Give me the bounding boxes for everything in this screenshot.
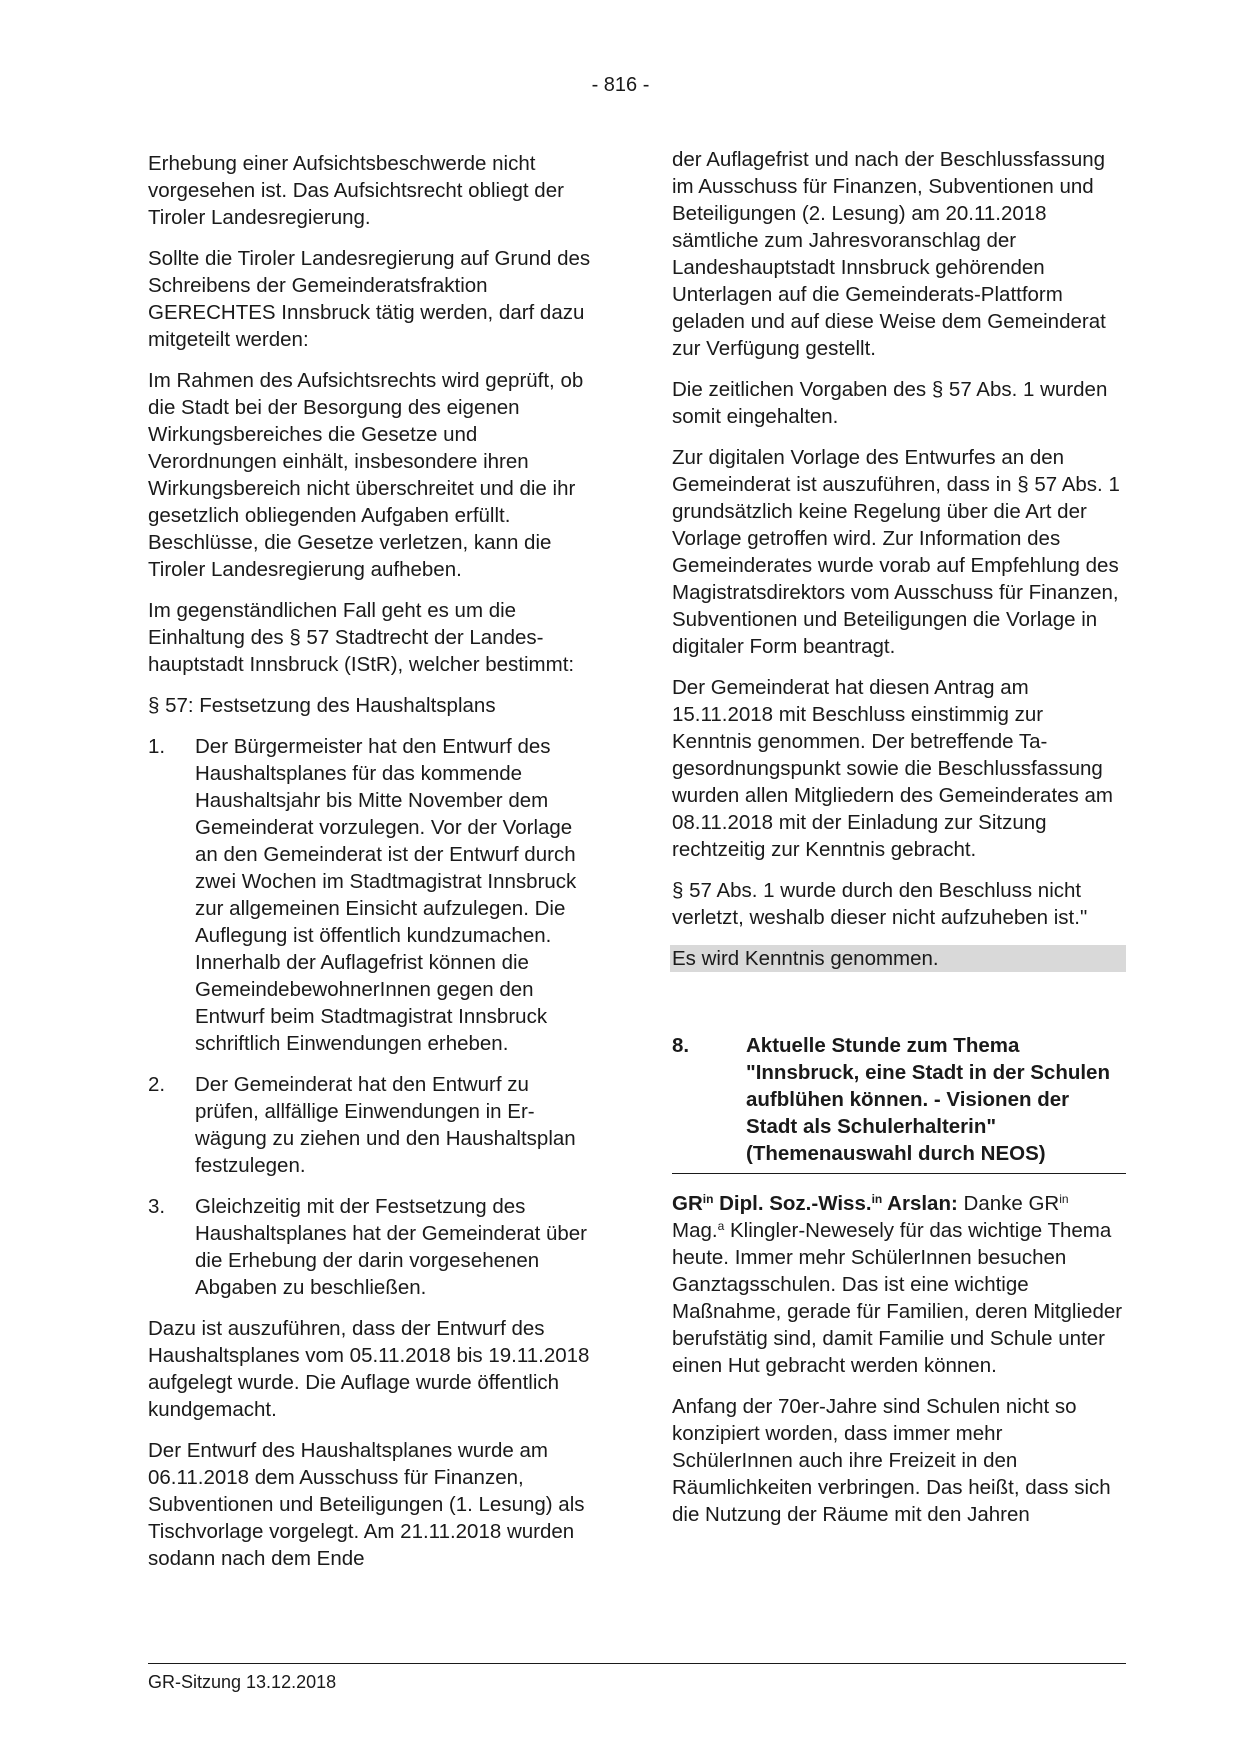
speech-text: Danke GR (957, 1192, 1060, 1215)
speech-text: Klingler-Newesely für das wichtige Thema heute. Immer mehr SchülerInnen besuchen Ganztagsschulen. Das ist eine wichtige Maßnahme, gerade für Familien, deren Mitglieder berufstätig sind, damit Familie und Schule unter einen Hut gebracht werden können. (672, 1219, 1123, 1377)
list-item (148, 1071, 598, 1179)
list-text: Gleichzeitig mit der Festsetzung des Haushaltsplanes hat der Gemeinderat über die Erhebung der darin vorgesehenen Abgaben zu beschließen. (195, 1195, 588, 1299)
superscript: a (717, 1219, 725, 1233)
agenda-number: 8. (672, 1034, 690, 1057)
list-text: Der Gemeinderat hat den Entwurf zu prüfen, allfällige Einwendungen in Erwägung zu ziehen und den Haushaltsplan festzulegen. (195, 1073, 576, 1177)
list-text: Der Bürgermeister hat den Entwurf des Haushaltsplanes für das kommende Haushaltsjahr bis Mitte November dem Gemeinderat vorzulegen. Vor der Vorlage an den Gemeinderat ist der Entwurf durch zwei Wochen im Stadtmagistrat Innsbruck zur allgemeinen Einsicht aufzulegen. Die Auflegung ist öffentlich kundzumachen. Innerhalb der Auflagefrist können die GemeindebewohnerInnen gegen den Entwurf beim Stadtmagistrat Innsbruck schriftlich Einwendungen erheben. (195, 735, 577, 1055)
list-item (148, 733, 598, 1057)
list-number: 3. (148, 1195, 166, 1218)
paragraph: Die zeitlichen Vorgaben des § 57 Abs. 1 wurden somit eingehalten. (672, 378, 1108, 428)
paragraph: § 57 Abs. 1 wurde durch den Beschluss nicht verletzt, weshalb dieser nicht aufzuheben ist." (672, 879, 1088, 929)
speech-paragraph (672, 1190, 1126, 1379)
numbered-list (148, 733, 598, 1301)
paragraph: Zur digitalen Vorlage des Entwurfes an den Gemeinderat ist auszuführen, dass in § 57 Abs. 1 grundsätzlich keine Regelung über die Art der Vorlage getroffen wird. Zur Information des Gemeinderates wurde vorab auf Empfehlung des Magistratsdirektors vom Ausschuss für Finanzen, Subventionen und Beteiligungen die Vorlage in digitaler Form beantragt. (672, 446, 1120, 658)
list-number: 2. (148, 1073, 166, 1096)
paragraph: Der Entwurf des Haushaltsplanes wurde am 06.11.2018 dem Ausschuss für Finanzen, Subventionen und Beteiligungen (1. Lesung) als Tischvorlage vorgelegt. Am 21.11.2018 wurden sodann nach dem Ende (148, 1439, 585, 1570)
paragraph: Erhebung einer Aufsichtsbeschwerde nicht vorgesehen ist. Das Aufsichtsrecht obliegt der Tiroler Landesregierung. (148, 152, 564, 229)
agenda-title: Aktuelle Stunde zum Thema "Innsbruck, eine Stadt in der Schulen aufblühen können. - Visionen der Stadt als Schulerhalterin" (Themenauswahl durch NEOS) (746, 1034, 1110, 1165)
list-item (148, 1193, 598, 1301)
list-number: 1. (148, 735, 166, 758)
paragraph: Im Rahmen des Aufsichtsrechts wird geprüft, ob die Stadt bei der Besorgung des eigenen Wirkungsbereiches die Gesetze und Verordnungen einhält, insbesondere ihren Wirkungsbereich nicht überschreitet und die ihr gesetzlich obliegenden Aufgaben erfüllt. Beschlüsse, die Gesetze verletzen, kann die Tiroler Landesregierung aufheben. (148, 369, 584, 581)
speaker-title: Dipl. Soz.-Wiss. (713, 1192, 872, 1215)
paragraph: Anfang der 70er-Jahre sind Schulen nicht so konzipiert worden, dass immer mehr SchülerInnen auch ihre Freizeit in den Räumlichkeiten verbringen. Das heißt, dass sich die Nutzung der Räume mit den Jahren (672, 1395, 1111, 1526)
paragraph: Sollte die Tiroler Landesregierung auf Grund des Schreibens der Gemeinderatsfraktion GERECHTES Innsbruck tätig werden, darf dazu mitgeteilt werden: (148, 247, 591, 351)
footer: GR-Sitzung 13.12.2018 (148, 1672, 337, 1692)
superscript: in (1059, 1192, 1069, 1206)
speaker-role: GR (672, 1192, 703, 1215)
superscript: in (702, 1192, 714, 1206)
result-note: Es wird Kenntnis genommen. (670, 945, 1126, 972)
superscript: in (871, 1192, 883, 1206)
section-title: § 57: Festsetzung des Haushaltsplans (148, 694, 496, 717)
speaker-name: Arslan: (882, 1192, 958, 1215)
footer-divider (148, 1663, 1126, 1664)
agenda-heading (672, 1032, 1126, 1174)
paragraph: Dazu ist auszuführen, dass der Entwurf des Haushaltsplanes vom 05.11.2018 bis 19.11.2018 aufgelegt wurde. Die Auflage wurde öffentlich kundgemacht. (148, 1317, 590, 1421)
speaker (672, 1192, 958, 1215)
paragraph: Der Gemeinderat hat diesen Antrag am 15.11.2018 mit Beschluss einstimmig zur Kenntnis genommen. Der betreffende Tagesordnungspunkt sowie die Beschlussfassung wurden allen Mitgliedern des Gemeinderates am 08.11.2018 mit der Einladung zur Sitzung rechtzeitig zur Kenntnis gebracht. (672, 676, 1113, 861)
paragraph: Im gegenständlichen Fall geht es um die Einhaltung des § 57 Stadtrecht der Landeshauptstadt Innsbruck (IStR), welcher bestimmt: (148, 599, 575, 676)
paragraph: der Auflagefrist und nach der Beschlussfassung im Ausschuss für Finanzen, Subventionen und Beteiligungen (2. Lesung) am 20.11.2018 sämtliche zum Jahresvoranschlag der Landeshauptstadt Innsbruck gehörenden Unterlagen auf die Gemeinderats-Plattform geladen und auf diese Weise dem Gemeinderat zur Verfügung gestellt. (672, 148, 1106, 360)
right-column (672, 146, 1126, 1542)
page-number: - 816 - (591, 74, 650, 96)
left-column (148, 150, 598, 1586)
speech-text: Mag. (672, 1219, 718, 1242)
